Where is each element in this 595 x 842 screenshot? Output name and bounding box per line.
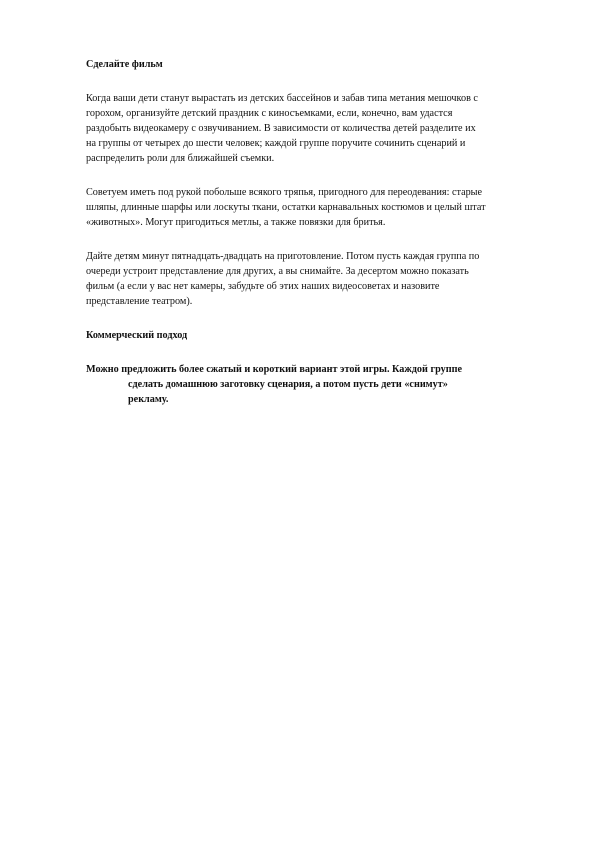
paragraph-line: фильм (а если у вас нет камеры, забудьте об этих наших видеосоветах и назовите [86, 281, 440, 292]
paragraph-3 [86, 249, 526, 309]
paragraph-line: раздобыть видеокамеру с озвучиванием. В зависимости от количества детей разделите их [86, 123, 476, 134]
paragraph-line: очереди устроит представление для других, а вы снимайте. За десертом можно показать [86, 266, 469, 277]
paragraph-line: Можно предложить более сжатый и короткий вариант этой игры. Каждой группе [86, 364, 462, 375]
paragraph-line: Дайте детям минут пятнадцать-двадцать на приготовление. Потом пусть каждая группа по [86, 251, 480, 262]
paragraph-line: распределить роли для ближайшей съемки. [86, 153, 275, 164]
section-subheading: Коммерческий подход [86, 330, 188, 341]
paragraph-line: на группы от четырех до шести человек; каждой группе поручите сочинить сценарий и [86, 138, 466, 149]
paragraph-line: Советуем иметь под рукой побольше всякого тряпья, пригодного для переодевания: старые [86, 187, 483, 198]
paragraph-line: горохом, организуйте детский праздник с киносъемками, если, конечно, вам удастся [86, 108, 453, 119]
paragraph-1 [86, 91, 526, 166]
paragraph-line: представление театром). [86, 296, 193, 307]
document-title: Сделайте фильм [86, 59, 163, 70]
paragraph-line: Когда ваши дети станут вырастать из детских бассейнов и забав типа метания мешочков с [86, 93, 478, 104]
paragraph-4 [86, 362, 526, 407]
paragraph-line-indented: сделать домашнюю заготовку сценария, а потом пусть дети «снимут» [128, 379, 448, 390]
paragraph-line: «животных». Могут пригодиться метлы, а также повязки для бритья. [86, 217, 386, 228]
paragraph-2 [86, 185, 526, 230]
document-body [86, 57, 526, 407]
paragraph-line: шляпы, длинные шарфы или лоскуты ткани, остатки карнавальных костюмов и целый штат [86, 202, 486, 213]
paragraph-line-indented: рекламу. [128, 394, 169, 405]
